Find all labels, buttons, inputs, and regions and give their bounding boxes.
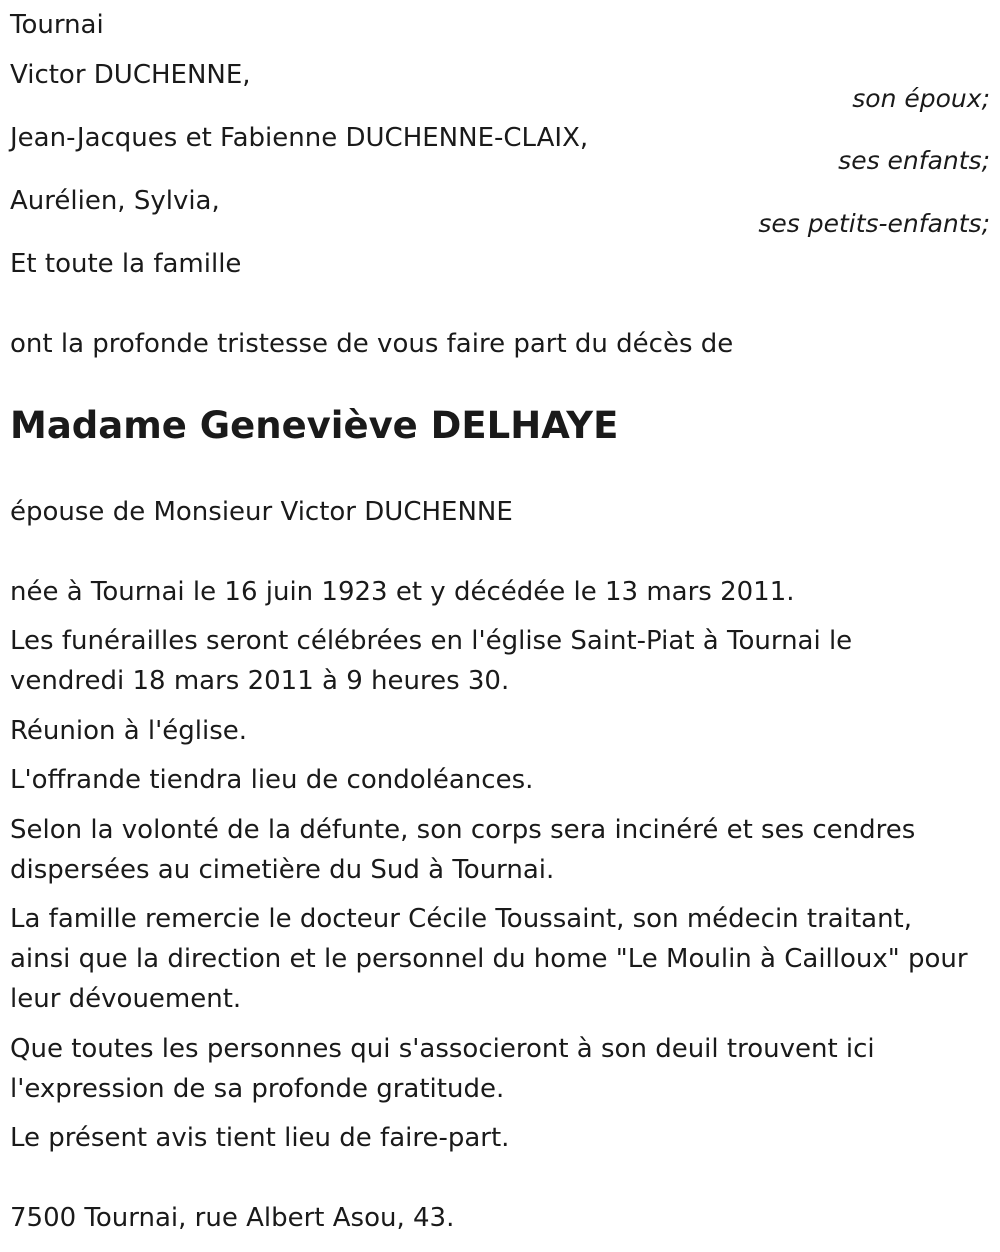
thanks-line-2: ainsi que la direction et le personnel du home "Le Moulin à Cailloux" pour	[10, 944, 968, 974]
address-line: 7500 Tournai, rue Albert Asou, 43.	[10, 1203, 455, 1233]
city-label: Tournai	[10, 10, 104, 40]
notice-line: Le présent avis tient lieu de faire-part.	[10, 1123, 510, 1153]
spouse-role: son époux;	[852, 84, 990, 113]
gratitude-line-2: l'expression de sa profonde gratitude.	[10, 1074, 505, 1104]
children-names: Jean-Jacques et Fabienne DUCHENNE-CLAIX,	[10, 123, 589, 153]
cremation-line-1: Selon la volonté de la défunte, son corps sera incinéré et ses cendres	[10, 815, 916, 845]
thanks-line-3: leur dévouement.	[10, 984, 242, 1014]
birth-death-line: née à Tournai le 16 juin 1923 et y décédée le 13 mars 2011.	[10, 577, 795, 607]
cremation-line-2: dispersées au cimetière du Sud à Tournai.	[10, 855, 555, 885]
gratitude-line-1: Que toutes les personnes qui s'associeront à son deuil trouvent ici	[10, 1034, 875, 1064]
funeral-line-1: Les funérailles seront célébrées en l'église Saint-Piat à Tournai le	[10, 626, 853, 656]
whole-family: Et toute la famille	[10, 249, 242, 279]
deceased-name: Madame Geneviève DELHAYE	[10, 404, 619, 447]
thanks-line-1: La famille remercie le docteur Cécile Toussaint, son médecin traitant,	[10, 904, 913, 934]
grandchildren-names: Aurélien, Sylvia,	[10, 186, 220, 216]
grandchildren-role: ses petits-enfants;	[758, 209, 990, 238]
offering-line: L'offrande tiendra lieu de condoléances.	[10, 765, 534, 795]
children-role: ses enfants;	[838, 146, 990, 175]
announcement-text: ont la profonde tristesse de vous faire part du décès de	[10, 329, 734, 359]
spouse-line: épouse de Monsieur Victor DUCHENNE	[10, 497, 513, 527]
spouse-name: Victor DUCHENNE,	[10, 60, 251, 90]
meeting-line: Réunion à l'église.	[10, 716, 248, 746]
funeral-line-2: vendredi 18 mars 2011 à 9 heures 30.	[10, 666, 510, 696]
